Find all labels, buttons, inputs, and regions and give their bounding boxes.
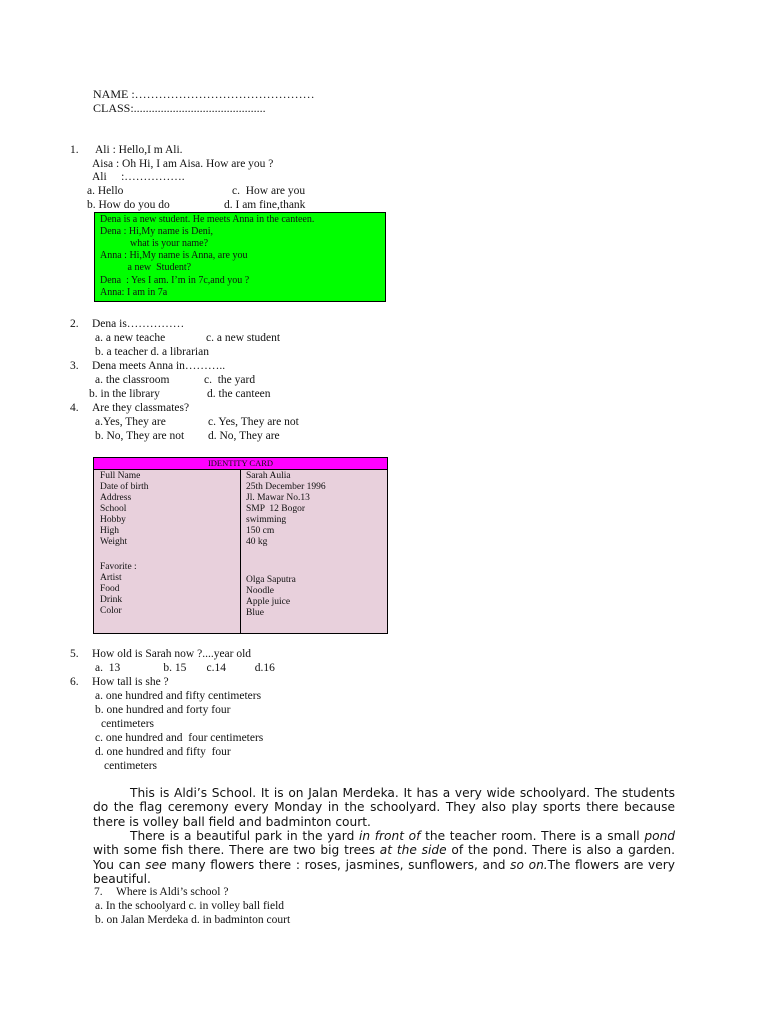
q4-option-d: d. No, They are xyxy=(208,430,280,442)
id-value: Sarah Aulia xyxy=(246,471,291,481)
q6-question: How tall is she ? xyxy=(92,676,169,688)
id-label: Address xyxy=(100,493,132,503)
id-label: Favorite : xyxy=(100,562,137,572)
q1-line: Ali : Hello,I m Ali. xyxy=(95,144,183,156)
q3-option-d: d. the canteen xyxy=(207,388,271,400)
id-value: 150 cm xyxy=(246,526,275,536)
id-label: Food xyxy=(100,584,120,594)
passage-paragraph-1: This is Aldi’s School. It is on Jalan Merdeka. It has a very wide schoolyard. The students do the flag ceremony every Monday in the schoolyard. They also play sports there because there is volley ball field and badminton court. xyxy=(93,786,675,829)
q1-number: 1. xyxy=(70,144,79,156)
q1-option-a: a. Hello xyxy=(87,185,124,197)
q6-option-d-cont: centimeters xyxy=(104,760,158,772)
id-label: High xyxy=(100,526,119,536)
id-label: Date of birth xyxy=(100,482,149,492)
id-label: Weight xyxy=(100,537,128,547)
id-value: Jl. Mawar No.13 xyxy=(246,493,310,503)
q1-option-c: c. How are you xyxy=(232,185,306,197)
id-label: Hobby xyxy=(100,515,126,525)
q6-option-a: a. one hundred and fifty centimeters xyxy=(95,690,262,702)
q7-number: 7. xyxy=(94,886,103,898)
dialog-line: Dena : Hi,My name is Deni, xyxy=(100,226,214,237)
q3-number: 3. xyxy=(70,360,79,372)
q7-options-ac: a. In the schoolyard c. in volley ball field xyxy=(95,900,285,912)
q1-line: Ali :……………. xyxy=(92,171,185,183)
q1-line: Aisa : Oh Hi, I am Aisa. How are you ? xyxy=(92,158,274,170)
dialog-line: Anna : Hi,My name is Anna, are you xyxy=(100,250,248,261)
id-label: Artist xyxy=(100,573,122,583)
q1-option-b: b. How do you do xyxy=(87,199,170,211)
q4-option-b: b. No, They are not xyxy=(95,430,185,442)
q2-question: Dena is…………… xyxy=(92,318,185,330)
dialog-line: Dena is a new student. He meets Anna in the canteen. xyxy=(100,214,315,225)
name-field-label: NAME :……………………………………… xyxy=(93,87,315,101)
id-value: Apple juice xyxy=(246,597,291,607)
q4-option-c: c. Yes, They are not xyxy=(208,416,299,428)
id-value: swimming xyxy=(246,515,287,525)
id-label: Full Name xyxy=(100,471,141,481)
q4-number: 4. xyxy=(70,402,79,414)
dialog-line: Dena : Yes I am. I’m in 7c,and you ? xyxy=(100,275,250,286)
identity-card-title: IDENTITY CARD xyxy=(94,458,387,470)
dialog-line: what is your name? xyxy=(100,238,209,249)
dialog-line: a new Student? xyxy=(100,262,192,273)
q3-option-a: a. the classroom xyxy=(95,374,170,386)
id-label: School xyxy=(100,504,127,514)
q2-option-bd: b. a teacher d. a librarian xyxy=(95,346,209,358)
id-value: Noodle xyxy=(246,586,274,596)
q3-question: Dena meets Anna in……….. xyxy=(92,360,226,372)
q1-option-d: d. I am fine,thank xyxy=(224,199,306,211)
q6-option-c: c. one hundred and four centimeters xyxy=(95,732,264,744)
q6-number: 6. xyxy=(70,676,79,688)
q7-options-bd: b. on Jalan Merdeka d. in badminton court xyxy=(95,914,291,926)
q2-option-a: a. a new teache xyxy=(95,332,166,344)
q2-number: 2. xyxy=(70,318,79,330)
id-value: 25th December 1996 xyxy=(246,482,326,492)
passage-paragraph-2: There is a beautiful park in the yard in front of the teacher room. There is a small pond with some fish there. There are two big trees at the side of the pond. There is also a garden. You can see many flowers there : roses, jasmines, sunflowers, and so on.The flowers are very beautiful. xyxy=(93,829,676,886)
q7-question: Where is Aldi’s school ? xyxy=(116,886,229,898)
id-label: Drink xyxy=(100,595,123,605)
id-label: Color xyxy=(100,606,122,616)
id-value: SMP 12 Bogor xyxy=(246,504,306,514)
q5-options: a. 13 b. 15 c.14 d.16 xyxy=(95,662,275,674)
q3-option-c: c. the yard xyxy=(204,374,256,386)
q3-option-b: b. in the library xyxy=(89,388,160,400)
q6-option-d: d. one hundred and fifty four xyxy=(95,746,231,758)
q2-option-c: c. a new student xyxy=(206,332,281,344)
dialog-box xyxy=(94,212,386,302)
id-value: Blue xyxy=(246,608,264,618)
q6-option-b: b. one hundred and forty four xyxy=(95,704,231,716)
q4-question: Are they classmates? xyxy=(92,402,190,414)
q5-question: How old is Sarah now ?....year old xyxy=(92,648,252,660)
identity-card-divider xyxy=(240,469,241,633)
class-field-label: CLASS:............................................ xyxy=(93,101,266,115)
identity-card xyxy=(93,457,388,634)
id-value: Olga Saputra xyxy=(246,575,296,585)
q4-option-a: a.Yes, They are xyxy=(95,416,166,428)
dialog-line: Anna: I am in 7a xyxy=(100,287,168,298)
q6-option-b-cont: centimeters xyxy=(101,718,155,730)
id-value: 40 kg xyxy=(246,537,268,547)
q5-number: 5. xyxy=(70,648,79,660)
